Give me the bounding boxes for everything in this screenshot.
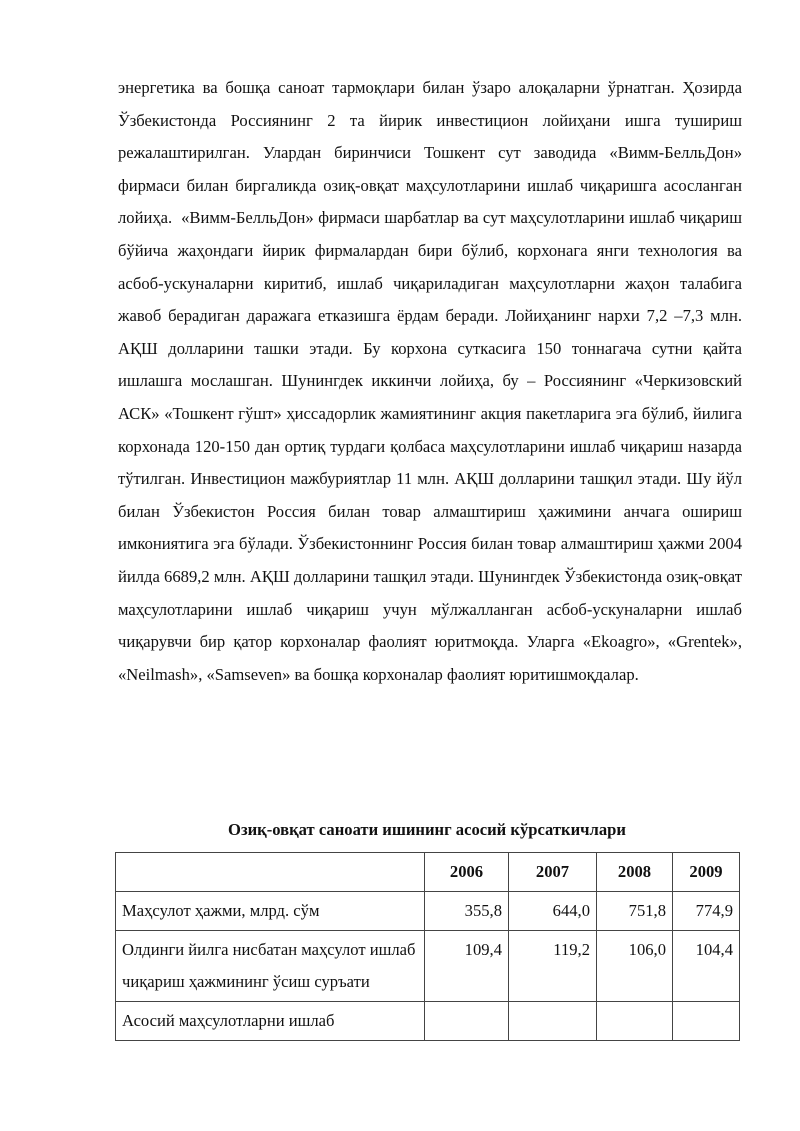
table-row [116, 931, 740, 1002]
table-cell: 751,8 [597, 892, 673, 931]
table-cell [425, 1002, 509, 1041]
indicators-table [115, 852, 740, 1041]
table-header-cell: 2008 [597, 853, 673, 892]
table-cell: 109,4 [425, 931, 509, 1002]
table-cell: 355,8 [425, 892, 509, 931]
table-row [116, 892, 740, 931]
table-cell [673, 1002, 740, 1041]
table-cell: 774,9 [673, 892, 740, 931]
table-header-row [116, 853, 740, 892]
row-label: Асосий маҳсулотларни ишлаб [116, 1002, 425, 1041]
table-title: Озиқ-овқат саноати ишининг асосий кўрсаткичлари [228, 820, 626, 839]
table-header-cell: 2007 [509, 853, 597, 892]
body-paragraph: энергетика ва бошқа саноат тармоқлари билан ўзаро алоқаларни ўрнатган. Ҳозирда Ўзбекистонда Россиянинг 2 та йирик инвестицион лойиҳани ишга тушириш режалаштирилган. Улардан биринчиси Тошкент сут заводида «Вимм-БелльДон» фирмаси билан биргаликда озиқ-овқат маҳсулотларини ишлаб чиқаришга асосланган лойиҳа. «Вимм-БелльДон» фирмаси шарбатлар ва сут маҳсулотларини ишлаб чиқариш бўйича жаҳондаги йирик фирмалардан бири бўлиб, корхонага янги технология ва асбоб-ускуналарни киритиб, ишлаб чиқариладиган маҳсулотларни жаҳон талабига жавоб берадиган даражага етказишга ёрдам беради. Лойиҳанинг нархи 7,2 –7,3 млн. АҚШ долларини ташки этади. Бу корхона суткасига 150 тоннагача сутни қайта ишлашга мослашган. Шунингдек иккинчи лойиҳа, бу – Россиянинг «Черкизовский АСК» «Тошкент гўшт» ҳиссадорлик жамиятининг акция пакетларига эга бўлиб, йилига корхонада 120-150 дан ортиқ турдаги қолбаса маҳсулотларини ишлаб чиқариш назарда тўтилган. Инвестицион мажбуриятлар 11 млн. АҚШ долларини ташқил этади. Шу йўл билан Ўзбекистон Россия билан товар алмаштириш ҳажимини анчага ошириш имкониятига эга бўлади. Ўзбекистоннинг Россия билан товар алмаштириш ҳажми 2004 йилда 6689,2 млн. АҚШ долларини ташқил этади. Шунингдек Ўзбекистонда озиқ-овқат маҳсулотларини ишлаб чиқариш учун мўлжалланган асбоб-ускуналарни ишлаб чиқарувчи бир қатор корхоналар фаолият юритмоқда. Уларга «Ekoagro», «Grentek», «Neilmash», «Samseven» ва бошқа корхоналар фаолият юритишмоқдалар. [118, 78, 751, 684]
table-header-cell: 2009 [673, 853, 740, 892]
table-cell [509, 1002, 597, 1041]
table-cell: 106,0 [597, 931, 673, 1002]
table-header-cell [116, 853, 425, 892]
table-header-cell: 2006 [425, 853, 509, 892]
table-cell: 104,4 [673, 931, 740, 1002]
table-cell: 119,2 [509, 931, 597, 1002]
table-cell: 644,0 [509, 892, 597, 931]
table-row [116, 1002, 740, 1041]
row-label: Маҳсулот ҳажми, млрд. сўм [116, 892, 425, 931]
row-label: Олдинги йилга нисбатан маҳсулот ишлаб чиқариш ҳажмининг ўсиш суръати [116, 931, 425, 1002]
table-cell [597, 1002, 673, 1041]
